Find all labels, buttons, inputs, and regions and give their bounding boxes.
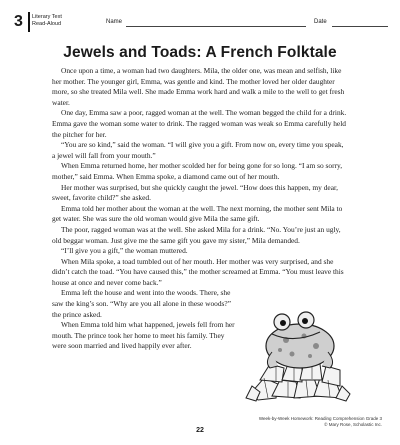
- toad-on-jewels-icon: [242, 300, 352, 402]
- week-number: 3: [14, 13, 23, 30]
- section-label: [32, 14, 62, 27]
- date-field[interactable]: [332, 26, 388, 27]
- paragraph: When Emma returned home, her mother scolded her for being gone for so long. “I am so sorry, mother,” said Emma. When Emma spoke, a diamond came out of her mouth.: [52, 161, 343, 181]
- credit-line: Week-by-Week Homework: Reading Comprehension Grade 3: [258, 416, 382, 421]
- name-field[interactable]: [126, 26, 306, 27]
- footer-credit: [259, 416, 382, 427]
- paragraph: Once upon a time, a woman had two daughters. Mila, the older one, was mean and selfish, like her mother. The younger girl, Emma, was gentle and kind. The mother loved her older daughter more, so she treated Mila well. She made Emma work hard and walk a mile to the well to get fresh water.: [52, 66, 345, 107]
- paragraph: Emma told her mother about the woman at the well. The next morning, the mother sent Mila to get water. She was sure the old woman would give Mila the same gift.: [52, 203, 343, 224]
- paragraph: When Mila spoke, a toad tumbled out of her mouth. Her mother was very surprised, and she didn’t catch the toad. “You have caused this,” the mother screamed at Emma. “You must leave this house at once and never come back.”: [52, 256, 344, 287]
- paragraph: “I’ll give you a gift,” the woman muttered.: [61, 246, 188, 256]
- paragraph: The poor, ragged woman was at the well. She asked Mila for a drink. “No. You’re just an ugly, old beggar woman. Just give me the same gift you gave my sister,” Mila demanded.: [52, 224, 341, 245]
- section-label-line1: Literary Text: [32, 14, 62, 20]
- section-label-line2: Read-Aloud: [32, 20, 62, 27]
- paragraph: “You are so kind,” said the woman. “I will give you a gift. From now on, every time you speak, a jewel will fall from your mouth.”: [52, 140, 344, 160]
- copyright-line: © Mary Rose, Scholastic Inc.: [324, 421, 382, 427]
- date-label: Date: [314, 19, 327, 25]
- paragraph: When Emma told him what happened, jewels fell from her mouth. The prince took her home to meet his family. They were soon married and lived happily ever after.: [52, 320, 235, 351]
- page-number: 22: [196, 427, 204, 434]
- name-label: Name: [106, 19, 123, 25]
- week-number-box: [12, 12, 30, 32]
- story-title: Jewels and Toads: A French Folktale: [63, 44, 337, 61]
- paragraph: Her mother was surprised, but she quickly caught the jewel. “How does this happen, my dear, sweet, favorite child?” she asked.: [52, 182, 338, 203]
- paragraph: One day, Emma saw a poor, ragged woman at the well. The woman begged the child for a drink. Emma gave the woman some water to drink. The ragged woman was weak so Emma carefully held the pitcher for her.: [52, 108, 347, 139]
- worksheet-header: [12, 12, 388, 32]
- paragraph: Emma left the house and went into the woods. There, she saw the king’s son. “Why are you all alone in these woods?” the prince asked.: [52, 288, 231, 319]
